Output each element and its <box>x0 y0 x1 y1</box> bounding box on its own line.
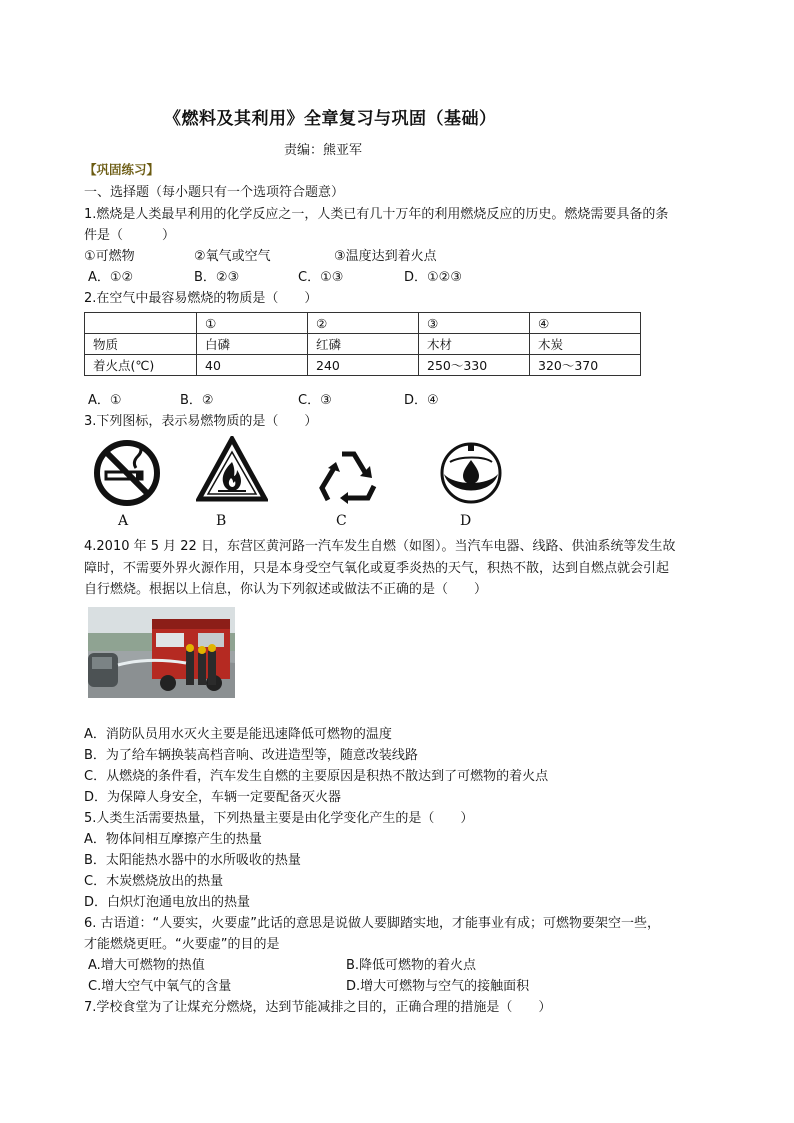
table-row <box>85 313 641 334</box>
icon-label-b: B <box>216 513 227 529</box>
ignition-point-table <box>84 312 641 376</box>
table-cell: ③ <box>419 313 530 334</box>
recycle-icon <box>314 448 382 510</box>
q1-option-c: C．①③ <box>298 270 344 285</box>
table-cell <box>85 313 197 334</box>
q6-option-c: C.增大空气中氧气的含量 <box>88 979 232 994</box>
q2-option-d: D．④ <box>404 393 439 408</box>
no-smoking-icon <box>92 438 162 508</box>
table-cell: 320～370 <box>530 355 641 376</box>
section-heading: 【巩固练习】 <box>84 162 160 177</box>
table-row <box>85 334 641 355</box>
table-cell: ④ <box>530 313 641 334</box>
q2-option-c: C．③ <box>298 393 332 408</box>
q1-item-1: ①可燃物 <box>84 249 135 264</box>
table-cell: 250～330 <box>419 355 530 376</box>
q5-option-b: B．太阳能热水器中的水所吸收的热量 <box>84 853 301 868</box>
fire-truck-photo <box>88 607 235 698</box>
q5-option-d: D．白炽灯泡通电放出的热量 <box>84 895 251 910</box>
table-cell: 白磷 <box>197 334 308 355</box>
q4-stem-line1: 4.2010 年 5 月 22 日，东营区黄河路一汽车发生自燃（如图）。当汽车电器、线路、供油系统等发生故 <box>84 539 676 554</box>
q1-stem-line1: 1.燃烧是人类最早利用的化学反应之一，人类已有几十万年的利用燃烧反应的历史。燃烧需要具备的条 <box>84 207 669 222</box>
table-cell: 木材 <box>419 334 530 355</box>
q6-option-a: A.增大可燃物的热值 <box>88 958 205 973</box>
q3-stem: 3.下列图标，表示易燃物质的是（ ） <box>84 414 318 429</box>
q6-option-b: B.降低可燃物的着火点 <box>346 958 477 973</box>
q2-option-b: B．② <box>180 393 214 408</box>
q4-option-b: B．为了给车辆换装高档音响、改进造型等，随意改装线路 <box>84 748 418 763</box>
flammable-icon <box>196 436 268 502</box>
q6-stem-line2: 才能燃烧更旺。“火要虚”的目的是 <box>84 937 280 952</box>
table-row <box>85 355 641 376</box>
table-cell: 红磷 <box>308 334 419 355</box>
q6-stem-line1: 6. 古语道：“人要实，火要虚”此话的意思是说做人要脚踏实地，才能事业有成；可燃物要架空一些， <box>84 916 661 931</box>
editor-line: 责编：熊亚军 <box>284 143 363 158</box>
table-cell: 着火点(℃) <box>85 355 197 376</box>
table-cell: ② <box>308 313 419 334</box>
icon-label-c: C <box>336 513 347 529</box>
q1-stem-line2: 件是（ ） <box>84 228 176 243</box>
table-cell: 物质 <box>85 334 197 355</box>
water-saving-icon <box>438 440 504 506</box>
part-heading: 一、选择题（每小题只有一个选项符合题意） <box>84 185 345 200</box>
q4-stem-line3: 自行燃烧。根据以上信息，你认为下列叙述或做法不正确的是（ ） <box>84 582 488 597</box>
q4-option-a: A．消防队员用水灭火主要是能迅速降低可燃物的温度 <box>84 727 392 742</box>
q1-option-a: A．①② <box>88 270 134 285</box>
q5-option-a: A．物体间相互摩擦产生的热量 <box>84 832 262 847</box>
page-title: 《燃料及其利用》全章复习与巩固（基础） <box>164 109 497 129</box>
q2-option-a: A．① <box>88 393 122 408</box>
q6-option-d: D.增大可燃物与空气的接触面积 <box>346 979 530 994</box>
table-cell: 40 <box>197 355 308 376</box>
q7-stem: 7.学校食堂为了让煤充分燃烧，达到节能减排之目的，正确合理的措施是（ ） <box>84 1000 552 1015</box>
q1-item-2: ②氧气或空气 <box>194 249 271 264</box>
table-cell: 木炭 <box>530 334 641 355</box>
table-cell: ① <box>197 313 308 334</box>
table-cell: 240 <box>308 355 419 376</box>
q4-option-d: D．为保障人身安全，车辆一定要配备灭火器 <box>84 790 342 805</box>
q1-option-d: D．①②③ <box>404 270 462 285</box>
q2-stem: 2.在空气中最容易燃烧的物质是（ ） <box>84 291 318 306</box>
q5-stem: 5.人类生活需要热量，下列热量主要是由化学变化产生的是（ ） <box>84 811 474 826</box>
q4-option-c: C．从燃烧的条件看，汽车发生自燃的主要原因是积热不散达到了可燃物的着火点 <box>84 769 549 784</box>
icon-label-a: A <box>118 513 129 529</box>
icon-label-d: D <box>460 513 472 529</box>
q5-option-c: C．木炭燃烧放出的热量 <box>84 874 224 889</box>
q1-item-3: ③温度达到着火点 <box>334 249 437 264</box>
q4-stem-line2: 障时，不需要外界火源作用，只是本身受空气氧化或夏季炎热的天气，积热不散，达到自燃点就会引起 <box>84 561 670 576</box>
q1-option-b: B．②③ <box>194 270 240 285</box>
